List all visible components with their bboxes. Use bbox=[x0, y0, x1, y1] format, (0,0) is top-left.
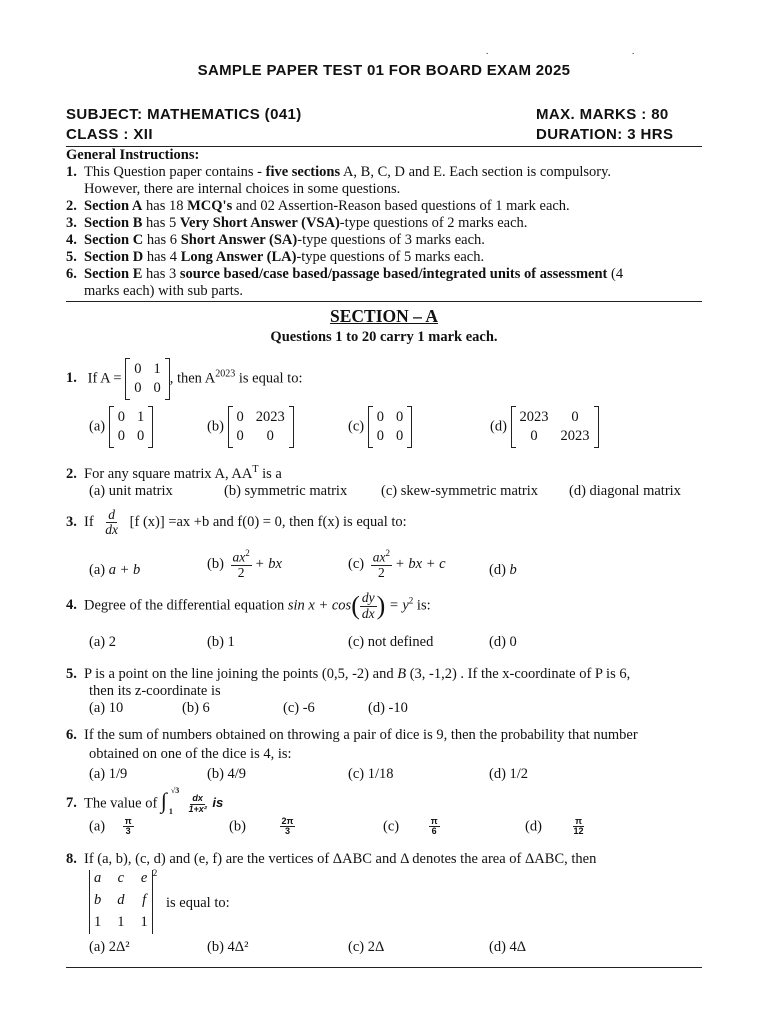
q7-option-c: (c) $\frac{\pi}{6}$ bbox=[383, 816, 438, 837]
instruction-1: 1. This Question paper contains - five sections A, B, C, D and E. Each section is compulsory. bbox=[66, 164, 612, 180]
q7-option-b: (b) $\frac{2\pi}{3}$ bbox=[229, 816, 294, 837]
matrix-A: 0 1 0 0 bbox=[125, 358, 170, 400]
q4-option-d: (d) 0 bbox=[489, 634, 517, 650]
instructions-rule bbox=[66, 301, 702, 302]
q6-option-d: (d) 1/2 bbox=[489, 766, 529, 782]
q8-determinant: a c e b d f 1 1 1 $^2$ bbox=[89, 870, 157, 934]
q3-option-c: (c) $\frac{ax^2}{2}$ + bx + c bbox=[348, 548, 446, 580]
question-4: 4. Degree of the differential equation sin x + cos( $\frac{dy}{dx}$ ) = $y^2$ is: bbox=[66, 590, 431, 621]
instruction-4: 4. Section C has 6 Short Answer (SA)-type questions of 3 marks each. bbox=[66, 232, 485, 248]
question-5-continued: then its z-coordinate is bbox=[89, 683, 221, 699]
q1-option-c: (c) 0 0 0 0 bbox=[348, 406, 412, 448]
q3-option-d: (d) b bbox=[489, 562, 517, 578]
page-title: SAMPLE PAPER TEST 01 FOR BOARD EXAM 2025 bbox=[197, 62, 571, 79]
q3-option-b: (b) $\frac{ax^2}{2}$ + bx bbox=[207, 548, 282, 580]
question-2: 2. For any square matrix A, $AA^T$ is a bbox=[66, 464, 282, 482]
q6-option-b: (b) 4/9 bbox=[207, 766, 247, 782]
instruction-2: 2. Section A has 18 MCQ's and 02 Assertion-Reason based questions of 1 mark each. bbox=[66, 198, 570, 214]
section-a-heading: SECTION – A bbox=[330, 306, 438, 326]
q5-option-a: (a) 10 bbox=[89, 700, 124, 716]
subject-label: SUBJECT: MATHEMATICS (041) bbox=[66, 106, 302, 123]
q2-option-b: (b) symmetric matrix bbox=[224, 483, 348, 499]
instruction-1-continued: However, there are internal choices in some questions. bbox=[84, 181, 401, 197]
q5-option-b: (b) 6 bbox=[182, 700, 210, 716]
q4-option-c: (c) not defined bbox=[348, 634, 434, 650]
section-a-subheading: Questions 1 to 20 carry 1 mark each. bbox=[270, 329, 498, 345]
footer-rule bbox=[66, 967, 702, 968]
question-8: 8. If (a, b), (c, d) and (e, f) are the vertices of ΔABC and Δ denotes the area of ΔABC, then bbox=[66, 851, 597, 867]
q2-option-a: (a) unit matrix bbox=[89, 483, 173, 499]
q5-option-c: (c) -6 bbox=[283, 700, 315, 716]
instruction-6-continued: marks each) with sub parts. bbox=[84, 283, 244, 299]
question-6-continued: obtained on one of the dice is 4, is: bbox=[89, 746, 292, 762]
q8-option-b: (b) 4Δ² bbox=[207, 939, 249, 955]
instructions-heading: General Instructions: bbox=[66, 147, 200, 163]
max-marks-label: MAX. MARKS : 80 bbox=[536, 106, 669, 123]
q6-option-a: (a) 1/9 bbox=[89, 766, 128, 782]
question-1: 1. If A = 0 1 0 0 , then $A^{2023}$ is equal to: bbox=[66, 358, 303, 400]
question-6: 6. If the sum of numbers obtained on throwing a pair of dice is 9, then the probability that number bbox=[66, 727, 638, 743]
duration-label: DURATION: 3 HRS bbox=[536, 126, 674, 143]
question-7: 7. The value of ∫ √3 1 $\frac{dx}{\text{1+x²}}$ is bbox=[66, 786, 224, 816]
class-label: CLASS : XII bbox=[66, 126, 153, 143]
instruction-3: 3. Section B has 5 Very Short Answer (VSA)-type questions of 2 marks each. bbox=[66, 215, 528, 231]
question-3: 3. If $\frac{d}{dx}$ [f (x)] =ax +b and f(0) = 0, then f(x) is equal to: bbox=[66, 507, 407, 538]
question-8-continued: is equal to: bbox=[166, 895, 230, 911]
stray-mark: . bbox=[632, 46, 635, 56]
q8-option-c: (c) 2Δ bbox=[348, 939, 385, 955]
stray-mark: . bbox=[486, 46, 489, 56]
q2-option-d: (d) diagonal matrix bbox=[569, 483, 681, 499]
instruction-6: 6. Section E has 3 source based/case based/passage based/integrated units of assessment (4 bbox=[66, 266, 624, 282]
q7-option-d: (d) $\frac{\pi}{12}$ bbox=[525, 816, 584, 837]
q1-option-d: (d) 2023 0 0 2023 bbox=[490, 406, 599, 448]
q4-option-b: (b) 1 bbox=[207, 634, 235, 650]
q2-option-c: (c) skew-symmetric matrix bbox=[381, 483, 539, 499]
q7-option-a: (a) $\frac{\pi}{3}$ bbox=[89, 816, 132, 837]
instruction-5: 5. Section D has 4 Long Answer (LA)-type questions of 5 marks each. bbox=[66, 249, 485, 265]
q6-option-c: (c) 1/18 bbox=[348, 766, 394, 782]
q5-option-d: (d) -10 bbox=[368, 700, 408, 716]
question-5: 5. P is a point on the line joining the points (0,5, -2) and B (3, -1,2) . If the x-coordinate of P is 6, bbox=[66, 666, 631, 682]
q8-option-d: (d) 4Δ bbox=[489, 939, 527, 955]
q3-option-a: (a) a + b bbox=[89, 562, 141, 578]
q4-option-a: (a) 2 bbox=[89, 634, 116, 650]
q8-option-a: (a) 2Δ² bbox=[89, 939, 130, 955]
q1-option-b: (b) 0 2023 0 0 bbox=[207, 406, 294, 448]
q1-option-a: (a) 0 1 0 0 bbox=[89, 406, 153, 448]
